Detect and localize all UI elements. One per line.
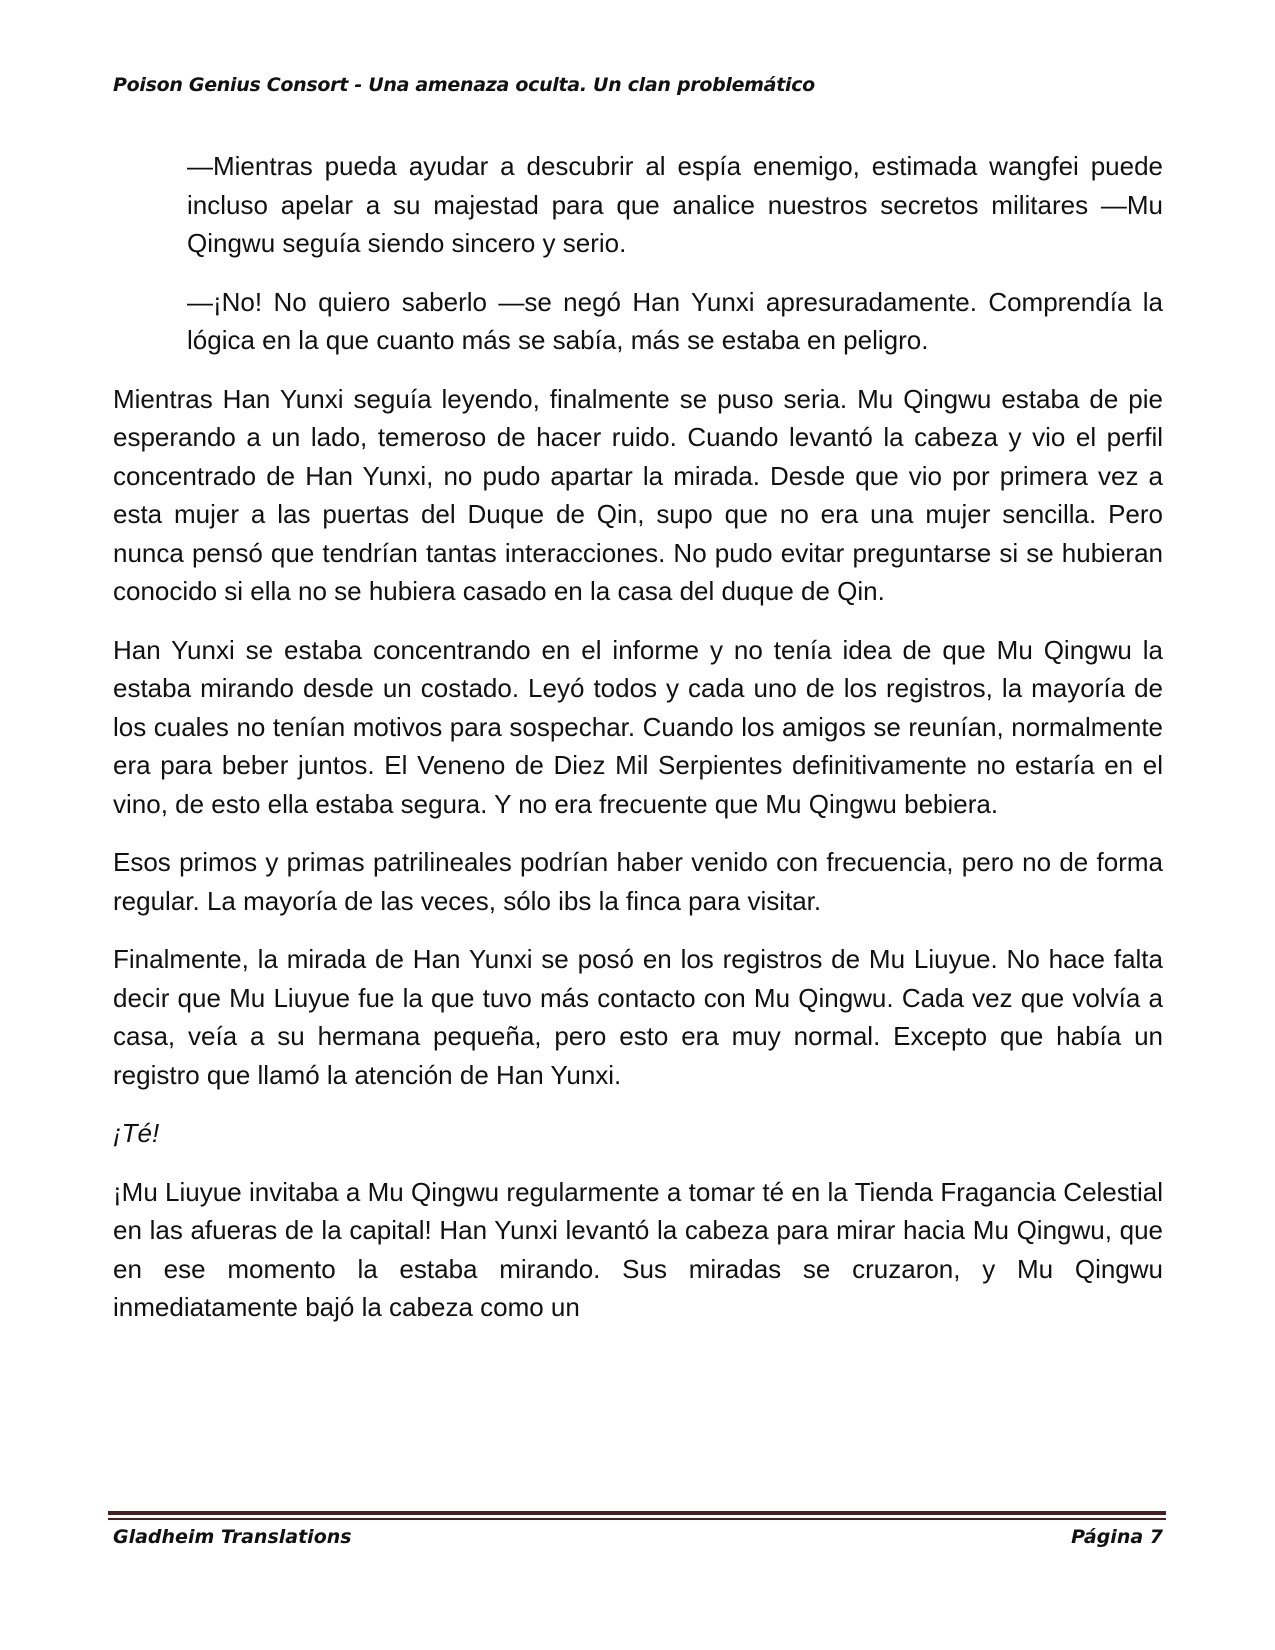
emphasis-paragraph: ¡Té! bbox=[113, 1118, 160, 1148]
page-header-title: Poison Genius Consort - Una amenaza oculta. Un clan problemático bbox=[113, 74, 815, 96]
footer-page-number: Página 7 bbox=[1071, 1526, 1163, 1548]
body-paragraph: Esos primos y primas patrilineales podrían haber venido con frecuencia, pero no de forma regular. La mayoría de las veces, sólo ibs la finca para visitar. bbox=[113, 847, 1163, 916]
footer-divider-thick-line bbox=[108, 1511, 1166, 1515]
document-body bbox=[113, 147, 1163, 1347]
body-paragraph: Mientras Han Yunxi seguía leyendo, finalmente se puso seria. Mu Qingwu estaba de pie esperando a un lado, temeroso de hacer ruido. Cuando levantó la cabeza y vio el perfil concentrado de Han Yunxi, no pudo apartar la mirada. Desde que vio por primera vez a esta mujer a las puertas del Duque de Qin, supo que no era una mujer sencilla. Pero nunca pensó que tendrían tantas interacciones. No pudo evitar preguntarse si se hubieran conocido si ella no se hubiera casado en la casa del duque de Qin. bbox=[113, 383, 1163, 606]
footer-translator-credit: Gladheim Translations bbox=[113, 1526, 352, 1548]
dialogue-paragraph: —Mientras pueda ayudar a descubrir al espía enemigo, estimada wangfei puede incluso apelar a su majestad para que analice nuestros secretos militares —Mu Qingwu seguía siendo sincero y serio. bbox=[187, 151, 1163, 258]
body-paragraph: Han Yunxi se estaba concentrando en el informe y no tenía idea de que Mu Qingwu la estaba mirando desde un costado. Leyó todos y cada uno de los registros, la mayoría de los cuales no tenían motivos para sospechar. Cuando los amigos se reunían, normalmente era para beber juntos. El Veneno de Diez Mil Serpientes definitivamente no estaría en el vino, de esto ella estaba segura. Y no era frecuente que Mu Qingwu bebiera. bbox=[113, 634, 1163, 819]
dialogue-paragraph: —¡No! No quiero saberlo —se negó Han Yunxi apresuradamente. Comprendía la lógica en la que cuanto más se sabía, más se estaba en peligro. bbox=[187, 286, 1163, 355]
body-paragraph: Finalmente, la mirada de Han Yunxi se posó en los registros de Mu Liuyue. No hace falta decir que Mu Liuyue fue la que tuvo más contacto con Mu Qingwu. Cada vez que volvía a casa, veía a su hermana pequeña, pero esto era muy normal. Excepto que había un registro que llamó la atención de Han Yunxi. bbox=[113, 944, 1163, 1090]
footer-divider-thin-line bbox=[108, 1518, 1166, 1520]
body-paragraph: ¡Mu Liuyue invitaba a Mu Qingwu regularmente a tomar té en la Tienda Fragancia Celestial en las afueras de la capital! Han Yunxi levantó la cabeza para mirar hacia Mu Qingwu, que en ese momento la estaba mirando. Sus miradas se cruzaron, y Mu Qingwu inmediatamente bajó la cabeza como un bbox=[113, 1176, 1163, 1322]
